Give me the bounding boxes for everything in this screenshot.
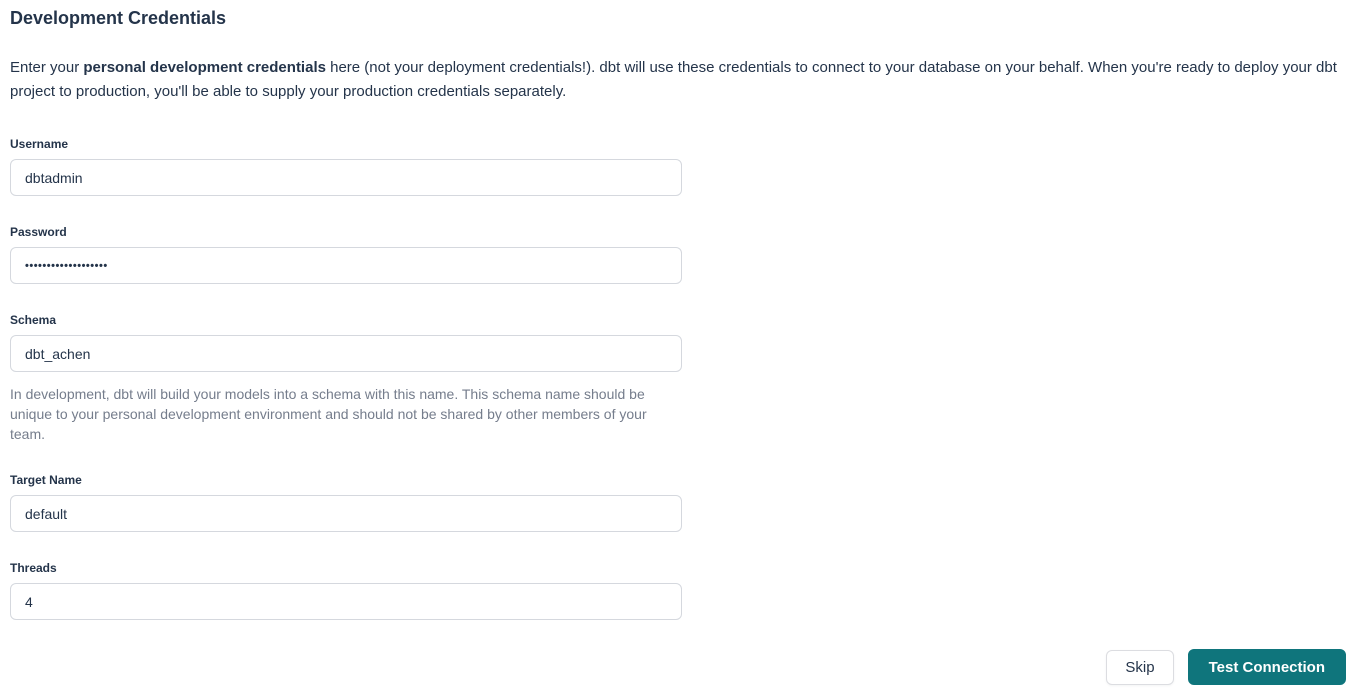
username-field-group (10, 137, 1346, 196)
username-input[interactable] (10, 159, 682, 196)
password-field-group (10, 225, 1346, 284)
target-name-input[interactable] (10, 495, 682, 532)
credentials-form (10, 137, 1346, 620)
schema-field-group (10, 313, 1346, 444)
test-connection-button[interactable]: Test Connection (1188, 649, 1346, 685)
target-name-field-group (10, 473, 1346, 532)
intro-suffix: here (not your deployment credentials!). dbt will use these credentials to connect to your database on your behalf. When you're ready to deploy your dbt project to production, you'll be able to supply your production credentials separately. (10, 59, 1337, 100)
threads-label: Threads (10, 561, 57, 575)
skip-button[interactable]: Skip (1106, 650, 1173, 685)
username-label: Username (10, 137, 69, 151)
schema-input[interactable] (10, 335, 682, 372)
target-name-label: Target Name (10, 473, 82, 487)
page-title: Development Credentials (10, 8, 227, 28)
footer-actions (10, 649, 1346, 692)
password-label: Password (10, 225, 67, 239)
intro-prefix: Enter your (10, 59, 84, 76)
schema-label: Schema (10, 313, 57, 327)
threads-field-group (10, 561, 1346, 620)
schema-helper-text: In development, dbt will build your models into a schema with this name. This schema name should be unique to your personal development environment and should not be shared by other members of your team. (10, 386, 647, 442)
intro-paragraph (10, 56, 1342, 104)
password-input[interactable] (10, 247, 682, 284)
intro-bold-phrase: personal development credentials (83, 59, 326, 76)
threads-input[interactable] (10, 583, 682, 620)
